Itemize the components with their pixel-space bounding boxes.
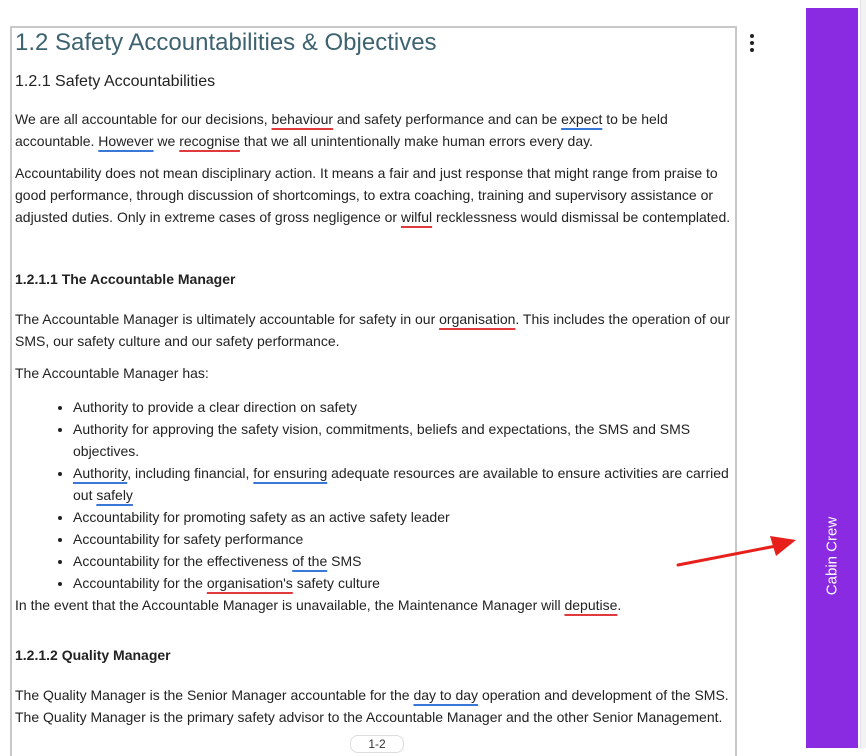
grammar-flag[interactable]: expect [561,111,603,127]
page-title: 1.2 Safety Accountabilities & Objectives [15,29,437,56]
spelling-flag[interactable]: recognise [179,133,240,149]
text-run: . [617,597,622,613]
grammar-flag[interactable]: Authority [73,465,128,481]
grammar-flag[interactable]: of the [292,553,328,569]
text-run: Accountability does not mean disciplinary action. It means a fair and just response that might range from praise to good performance, through discussion of shortcomings, to extra coaching, training and supervisory assistance or adjusted duties. Only in extreme cases of gross negligence or [15,165,718,225]
kebab-menu-icon[interactable] [746,34,758,52]
spelling-flag[interactable]: behaviour [271,111,334,127]
scrollbar[interactable] [860,0,866,748]
text-run: SMS [327,553,362,569]
document-content [15,26,737,728]
text-run: , including financial, [127,465,254,481]
paragraph-am-has: The Accountable Manager has: [15,365,209,381]
menu-dot [750,34,754,38]
list-item [73,550,737,572]
red-arrow-annotation [676,534,802,570]
text-run: we [153,133,180,149]
text-run: that we all unintentionally make human errors every day. [239,133,593,149]
list-item: • Authority for approving the safety vision, commitments, beliefs and expectations, the SMS and SMS objectives. [73,418,737,462]
text-run: operation and development of the SMS. The Quality Manager is the primary safety advisor to the Accountable Manager and the other Senior Management. [15,687,729,725]
grammar-flag[interactable]: However [98,133,154,149]
menu-dot [750,48,754,52]
list-item [73,572,737,594]
subsection-heading-accountable-manager: 1.2.1.1 The Accountable Manager [15,271,236,287]
paragraph-disciplinary [15,162,737,228]
list-item [73,462,737,506]
cabin-crew-tab-label: Cabin Crew [823,516,841,596]
grammar-flag[interactable]: for ensuring [253,465,328,481]
section-heading: 1.2.1 Safety Accountabilities [15,73,216,90]
text-run: Accountability for the [73,575,207,591]
text-run: adequate resources are available to ensure activities are carried out [73,465,729,503]
list-item: • Authority to provide a clear direction on safety [73,396,737,418]
spelling-flag[interactable]: organisation [439,311,516,327]
text-run: and safety performance and can be [333,111,562,127]
text-run: to be held accountable. [15,111,668,149]
cabin-crew-tab[interactable] [806,8,858,748]
text-run: The Accountable Manager is ultimately accountable for safety in our [15,311,440,327]
menu-dot [750,41,754,45]
grammar-flag[interactable]: safely [96,487,133,503]
paragraph-accountable [15,108,737,152]
list-item: • Accountability for safety performance [73,528,737,550]
text-run: safety culture [292,575,380,591]
grammar-flag[interactable]: day to day [413,687,479,703]
text-run: We are all accountable for our decisions, [15,111,272,127]
paragraph-deputy [15,594,737,616]
text-run: . This includes the operation of our SMS, our safety culture and our safety performance. [15,311,730,349]
text-run: In the event that the Accountable Manager is unavailable, the Maintenance Manager will [15,597,565,613]
spelling-flag[interactable]: organisation's [206,575,293,591]
page-number-marker: 1-2 [350,735,404,753]
subsection-heading-quality-manager: 1.2.1.2 Quality Manager [15,647,171,663]
responsibilities-list [15,396,737,594]
text-run: Accountability for the effectiveness [73,553,293,569]
list-item: • Accountability for promoting safety as an active safety leader [73,506,737,528]
text-run: recklessness would dismissal be contemplated. [432,209,731,225]
text-run: The Quality Manager is the Senior Manager accountable for the [15,687,414,703]
paragraph-am-intro [15,308,737,352]
spelling-flag[interactable]: wilful [400,209,433,225]
spelling-flag[interactable]: deputise [564,597,618,613]
paragraph-quality-manager [15,684,737,728]
